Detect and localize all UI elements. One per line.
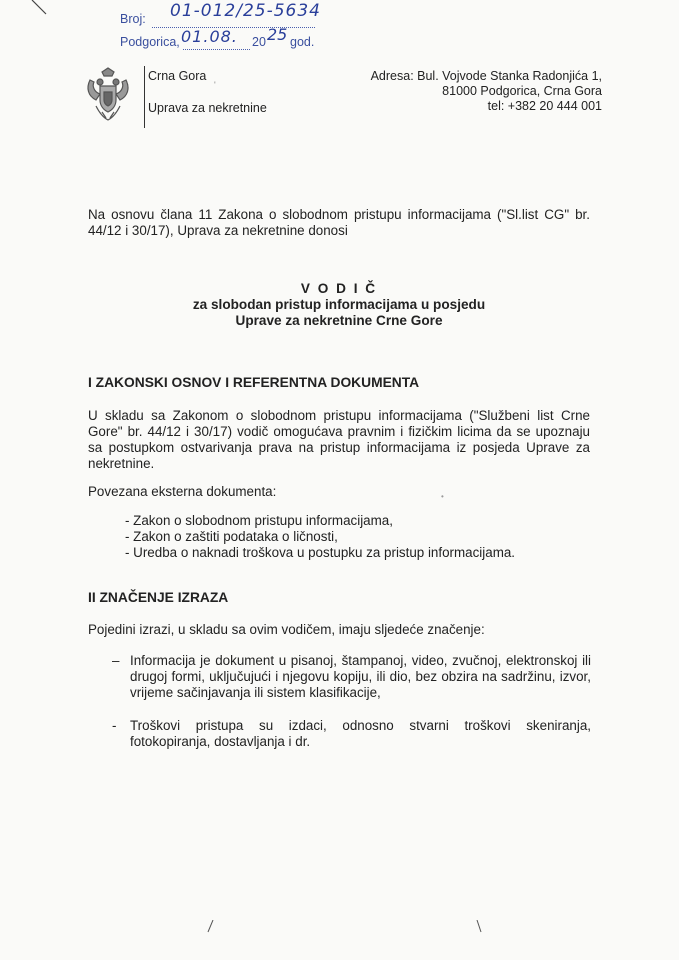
docs-list-item: - Uredba o naknadi troškova u postupku za pristup informacijama. [125,545,516,560]
date-line [183,49,250,50]
date-value: 01.08. [181,27,238,46]
document-title [88,281,590,329]
definition-dash: – [112,653,120,668]
year-value: 25 [267,25,288,44]
broj-value: 01-012/25-5634 [170,1,321,21]
docs-intro: Povezana eksterna dokumenta: [88,484,277,499]
year-suffix: god. [290,35,315,49]
definition-dash: - [112,718,117,733]
docs-list-item: - Zakon o slobodnom pristupu informacijama, [125,513,393,528]
definition-item [112,718,591,750]
scan-mark-bottom-right [473,920,485,934]
scan-speck-2: • [441,492,444,501]
scan-speck: ' [214,80,216,90]
title-line-1: V O D I Č [300,281,378,296]
coat-of-arms-icon [82,66,134,124]
docs-list-item: - Zakon o zaštiti podataka o ličnosti, [125,529,338,544]
definition-text: Informacija je dokument u pisanoj, štampanoj, video, zvučnoj, elektronskoj ili drugoj formi, uključujući i njegovu kopiju, ili dio, bez obzira na sadržinu, izvor, vrijeme sačinjavanja ili sistem klasifikacije, [130,653,591,700]
broj-label: Broj: [120,12,146,26]
address-line-1: Adresa: Bul. Vojvode Stanka Radonjića 1, [370,69,602,83]
org-country: Crna Gora [148,69,207,83]
definition-text: Troškovi pristupa su izdaci, odnosno stvarni troškovi skeniranja, fotokopiranja, dostavljanja i dr. [130,718,591,749]
scan-mark-bottom-left [205,920,217,934]
title-line-2: za slobodan pristup informacijama u posjedu [192,297,486,312]
intro-paragraph: Na osnovu člana 11 Zakona o slobodnom pristupu informacijama ("Sl.list CG" br. 44/12 i 30/17), Uprava za nekretnine donosi [88,207,590,238]
definitions-list [112,653,591,750]
section-1-paragraph: U skladu sa Zakonom o slobodnom pristupu informacijama ("Službeni list Crne Gore" br. 44/12 i 30/17) vodič omogućava pravnim i fizičkim licima da se upoznaju sa postupkom ostvarivanja prava na pristup informacijama iz posjeda Uprave za nekretnine. [88,408,590,471]
section-2-heading: II ZNAČENJE IZRAZA [88,590,229,605]
section-2-intro: Pojedini izrazi, u skladu sa ovim vodičem, imaju sljedeće značenje: [88,622,485,637]
address-line-3: tel: +382 20 444 001 [487,99,602,113]
year-prefix: 20 [252,35,266,49]
docs-list [125,513,585,561]
address-line-2: 81000 Podgorica, Crna Gora [442,84,602,98]
address-block [342,69,602,114]
city-label: Podgorica, [120,35,180,49]
header-divider [144,66,145,128]
definition-item [112,653,591,701]
org-name: Uprava za nekretnine [148,101,267,115]
title-line-3: Uprave za nekretnine Crne Gore [235,313,443,328]
section-1-heading: I ZAKONSKI OSNOV I REFERENTNA DOKUMENTA [88,375,420,390]
scan-mark [30,0,50,18]
